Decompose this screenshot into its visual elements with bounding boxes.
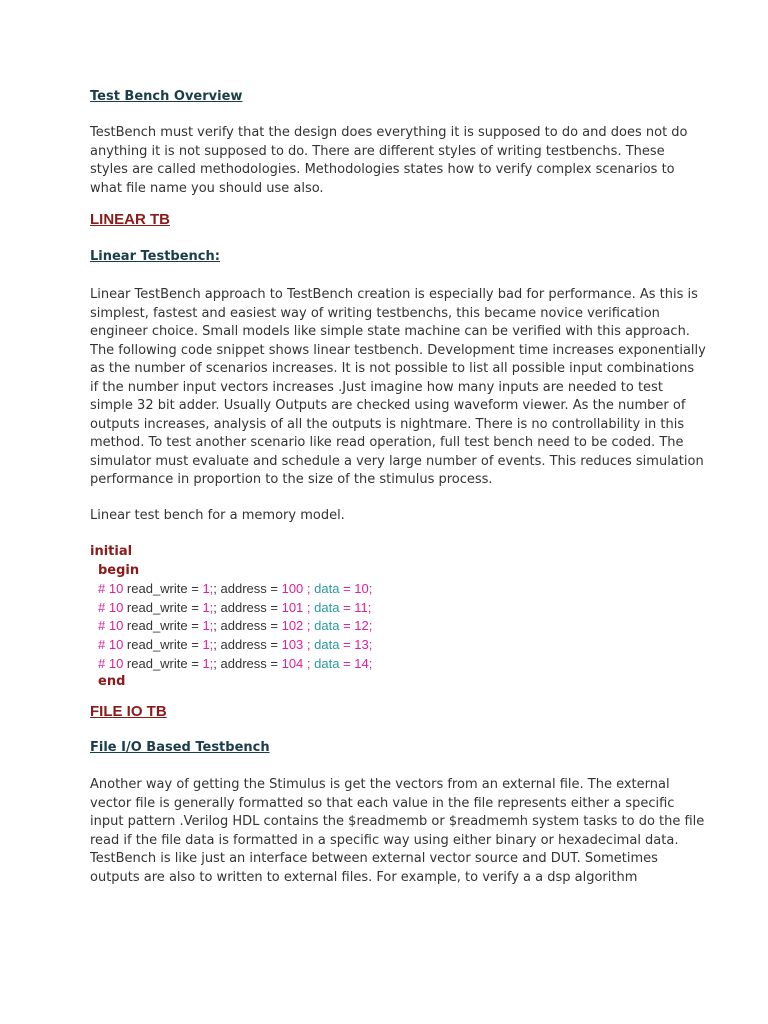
paragraph-line: outputs increases, analysis of all the outputs is nightmare. There is no controllability in this bbox=[90, 416, 685, 432]
paragraph-line: performance in proportion to the size of the stimulus process. bbox=[90, 472, 493, 487]
linear-paragraph bbox=[90, 286, 706, 490]
code-rw-value: 1 bbox=[202, 599, 210, 615]
code-address-value: 103 bbox=[281, 636, 304, 652]
paragraph-line: anything it is not supposed to do. There are different styles of writing testbenchs. These bbox=[90, 143, 665, 159]
code-punct: ; bbox=[367, 599, 372, 615]
paragraph-line: simple 32 bit adder. Usually Outputs are checked using waveform viewer. As the number of bbox=[90, 398, 686, 413]
code-hash: # bbox=[98, 655, 109, 671]
code-data-identifier: data bbox=[314, 636, 340, 652]
code-address-value: 101 bbox=[281, 599, 304, 615]
paragraph-line: engineer choice. Small models like simple state machine can be verified with this approach. bbox=[90, 324, 690, 339]
code-delay-value: 10 bbox=[108, 618, 124, 634]
code-data-value: 10 bbox=[354, 581, 369, 597]
page-title: Test Bench Overview bbox=[90, 89, 243, 104]
code-text: read_write = bbox=[123, 618, 203, 634]
code-data-value: 13 bbox=[354, 636, 369, 652]
code-snippet bbox=[90, 543, 690, 692]
code-rw-value: 1 bbox=[202, 636, 210, 652]
code-line bbox=[90, 655, 690, 674]
code-delay-value: 10 bbox=[108, 636, 124, 652]
code-text: ; address = bbox=[213, 599, 282, 615]
code-line bbox=[90, 617, 690, 636]
code-punct: ; bbox=[368, 618, 373, 634]
code-text: read_write = bbox=[123, 599, 203, 615]
code-line bbox=[90, 580, 690, 599]
paragraph-line: if the number input vectors increases .Just imagine how many inputs are needed to test bbox=[90, 379, 663, 395]
code-data-identifier: data bbox=[314, 618, 340, 634]
code-punct: ; bbox=[303, 636, 315, 652]
paragraph-line: vector file is generally formatted so that each value in the file represents either a specific bbox=[90, 795, 675, 811]
paragraph-line: what file name you should use also. bbox=[90, 180, 324, 196]
code-delay-value: 10 bbox=[108, 581, 124, 597]
paragraph-line: input pattern .Verilog HDL contains the $readmemb or $readmemh system tasks to do the file bbox=[90, 814, 705, 829]
code-rw-value: 1 bbox=[202, 655, 210, 671]
paragraph-line: TestBench must verify that the design does everything it is supposed to do and does not do bbox=[90, 125, 688, 140]
section-heading-linear: LINEAR TB bbox=[90, 211, 170, 228]
code-address-value: 102 bbox=[281, 618, 304, 634]
code-punct: = bbox=[339, 655, 355, 671]
code-punct: ; bbox=[303, 618, 315, 634]
fileio-paragraph bbox=[90, 776, 705, 887]
code-hash: # bbox=[98, 581, 109, 597]
code-address-value: 104 bbox=[281, 655, 304, 671]
code-rw-value: 1 bbox=[202, 581, 210, 597]
code-hash: # bbox=[98, 618, 109, 634]
code-punct: ; bbox=[368, 581, 373, 597]
code-punct: ; bbox=[368, 655, 373, 671]
paragraph-line: outputs are also to written to external files. For example, to verify a a dsp algorithm bbox=[90, 869, 638, 885]
paragraph-line: method. To test another scenario like read operation, full test bench need to be coded. The bbox=[90, 435, 684, 450]
code-data-value: 14 bbox=[354, 655, 369, 671]
code-text: ; address = bbox=[213, 581, 282, 597]
code-punct: = bbox=[339, 618, 355, 634]
code-text: ; address = bbox=[213, 636, 282, 652]
paragraph-line: simulator must evaluate and schedule a very large number of events. This reduces simulation bbox=[90, 453, 704, 469]
paragraph-line: The following code snippet shows linear testbench. Development time increases exponentially bbox=[90, 342, 706, 358]
paragraph-line: TestBench is like just an interface between external vector source and DUT. Sometimes bbox=[90, 851, 658, 866]
code-punct: ; bbox=[209, 599, 214, 615]
paragraph-line: read if the file data is formatted in a specific way using either binary or hexadecimal data. bbox=[90, 832, 679, 848]
code-punct: ; bbox=[303, 655, 315, 671]
code-punct: ; bbox=[209, 618, 214, 634]
code-keyword-end: end bbox=[98, 674, 126, 690]
code-caption: Linear test bench for a memory model. bbox=[90, 508, 345, 523]
code-data-identifier: data bbox=[314, 599, 340, 615]
code-punct: = bbox=[339, 581, 355, 597]
code-hash: # bbox=[98, 599, 109, 615]
code-data-identifier: data bbox=[314, 581, 340, 597]
code-rw-value: 1 bbox=[202, 618, 210, 634]
code-text: ; address = bbox=[213, 618, 282, 634]
code-keyword-begin: begin bbox=[98, 562, 140, 578]
code-delay-value: 10 bbox=[108, 599, 124, 615]
paragraph-line: styles are called methodologies. Methodologies states how to verify complex scenarios to bbox=[90, 162, 675, 177]
paragraph-line: Linear TestBench approach to TestBench creation is especially bad for performance. As this is bbox=[90, 287, 698, 302]
paragraph-line: as the number of scenarios increases. It is not possible to list all possible input combinations bbox=[90, 361, 695, 376]
code-text: ; address = bbox=[213, 655, 282, 671]
code-punct: ; bbox=[209, 636, 214, 652]
code-punct: ; bbox=[303, 599, 315, 615]
code-line bbox=[90, 636, 690, 655]
code-delay-value: 10 bbox=[108, 655, 124, 671]
code-punct: ; bbox=[303, 581, 315, 597]
code-rows bbox=[90, 580, 690, 673]
code-punct: ; bbox=[209, 655, 214, 671]
subheading-fileio-testbench: File I/O Based Testbench bbox=[90, 740, 270, 755]
code-keyword-initial: initial bbox=[90, 544, 133, 559]
code-data-identifier: data bbox=[314, 655, 340, 671]
code-data-value: 12 bbox=[354, 618, 369, 634]
code-data-value: 11 bbox=[354, 599, 368, 615]
code-text: read_write = bbox=[123, 655, 203, 671]
intro-paragraph bbox=[90, 124, 690, 198]
code-hash: # bbox=[98, 636, 109, 652]
code-punct: = bbox=[339, 599, 355, 615]
paragraph-line: Another way of getting the Stimulus is get the vectors from an external file. The external bbox=[90, 777, 670, 792]
paragraph-line: simplest, fastest and easiest way of writing testbenchs, this became novice verification bbox=[90, 305, 660, 321]
section-heading-fileio: FILE IO TB bbox=[90, 703, 167, 720]
code-address-value: 100 bbox=[281, 581, 304, 597]
code-text: read_write = bbox=[123, 636, 203, 652]
code-punct: ; bbox=[368, 636, 373, 652]
code-punct: ; bbox=[209, 581, 214, 597]
code-punct: = bbox=[339, 636, 355, 652]
code-text: read_write = bbox=[123, 581, 203, 597]
subheading-linear-testbench: Linear Testbench: bbox=[90, 249, 220, 264]
code-line bbox=[90, 599, 690, 618]
